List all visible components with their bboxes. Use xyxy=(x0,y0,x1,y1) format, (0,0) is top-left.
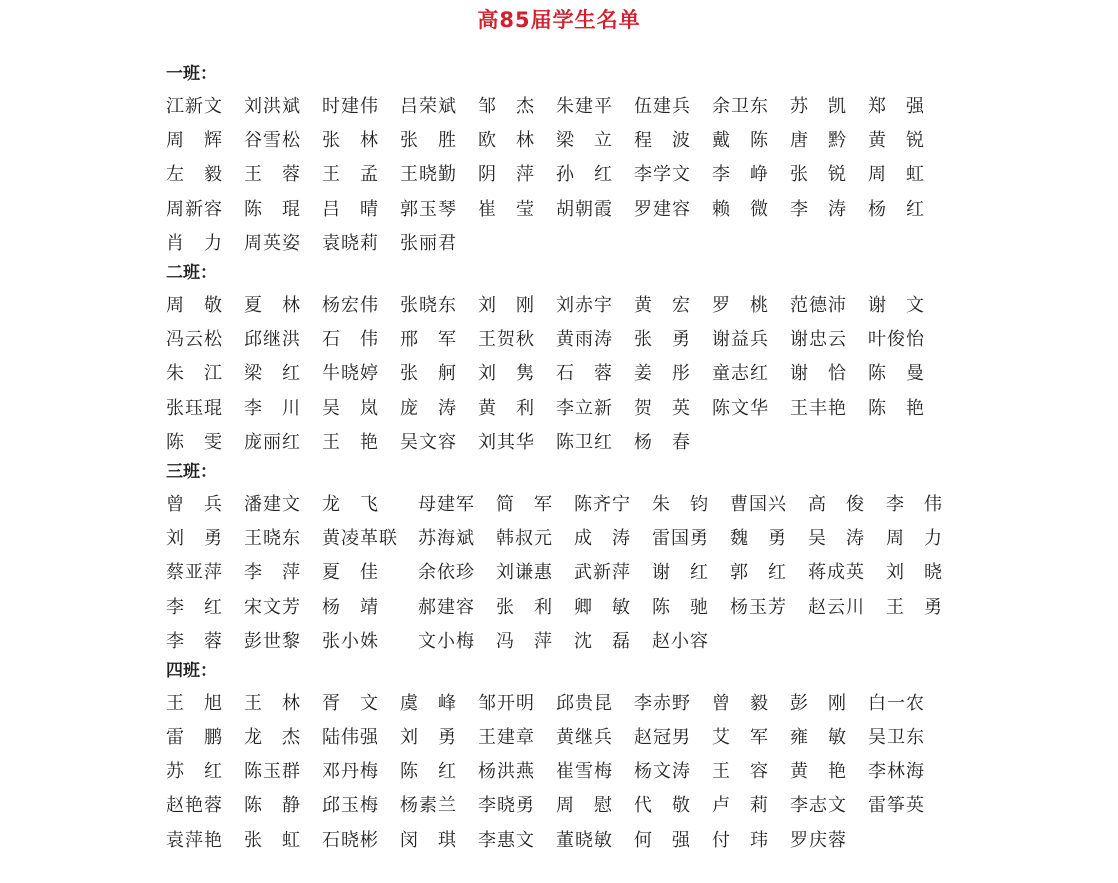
student-name: 吕 晴 xyxy=(322,198,379,220)
student-name: 张 利 xyxy=(496,596,553,618)
student-name: 胥 文 xyxy=(322,692,379,714)
student-name: 雍 敏 xyxy=(790,727,847,749)
student-name: 王 容 xyxy=(712,761,769,783)
class-3-section xyxy=(166,458,1066,657)
student-name: 张小姝 xyxy=(322,630,379,652)
student-name: 张 虹 xyxy=(244,829,301,851)
student-name: 吴 岚 xyxy=(322,397,379,419)
student-name: 余卫东 xyxy=(712,96,769,118)
student-name: 黄 宏 xyxy=(634,295,691,317)
student-name: 梁 红 xyxy=(244,363,301,385)
student-name: 王 旭 xyxy=(166,692,223,714)
student-name: 冯 萍 xyxy=(496,630,553,652)
student-name: 崔雪梅 xyxy=(556,761,613,783)
name-row xyxy=(166,719,1066,753)
student-name: 王 蓉 xyxy=(244,164,301,186)
name-row xyxy=(166,88,1066,122)
student-name: 唐 黔 xyxy=(790,130,847,152)
student-name: 赵冠男 xyxy=(634,727,691,749)
class-3-heading: 三班： xyxy=(166,461,217,482)
student-name: 吴卫东 xyxy=(868,727,925,749)
student-name: 程 波 xyxy=(634,130,691,152)
student-name: 苏 红 xyxy=(166,761,223,783)
student-name: 王建章 xyxy=(478,727,535,749)
student-name: 崔 莹 xyxy=(478,198,535,220)
student-name: 江新文 xyxy=(166,96,223,118)
student-name: 石晓彬 xyxy=(322,829,379,851)
student-name: 谢忠云 xyxy=(790,329,847,351)
name-row xyxy=(166,822,1066,856)
student-name: 郭玉琴 xyxy=(400,198,457,220)
student-name: 黄 锐 xyxy=(868,130,925,152)
student-name: 贺 英 xyxy=(634,397,691,419)
class-2-section xyxy=(166,259,1066,458)
student-name: 邢 军 xyxy=(400,329,457,351)
class-2-heading: 二班： xyxy=(166,262,217,283)
student-name: 杨玉芳 xyxy=(730,596,787,618)
student-name: 王 林 xyxy=(244,692,301,714)
student-name: 邓丹梅 xyxy=(322,761,379,783)
student-name: 付 玮 xyxy=(712,829,769,851)
student-name: 戴 陈 xyxy=(712,130,769,152)
student-name: 冯云松 xyxy=(166,329,223,351)
student-name: 胡朝霞 xyxy=(556,198,613,220)
name-row xyxy=(166,685,1066,719)
name-row xyxy=(166,753,1066,787)
student-name: 张 勇 xyxy=(634,329,691,351)
student-name: 谢 恰 xyxy=(790,363,847,385)
student-name: 周新容 xyxy=(166,198,223,220)
student-name: 赖 微 xyxy=(712,198,769,220)
student-name: 欧 林 xyxy=(478,130,535,152)
class-4-section xyxy=(166,657,1066,856)
student-name: 赵小容 xyxy=(652,630,709,652)
student-name: 张珏琨 xyxy=(166,397,223,419)
student-name: 彭世黎 xyxy=(244,630,301,652)
student-name: 彭 刚 xyxy=(790,692,847,714)
student-name: 李 伟 xyxy=(886,493,943,515)
name-row xyxy=(166,424,1066,458)
student-name: 王 勇 xyxy=(886,596,943,618)
student-name: 谢 红 xyxy=(652,562,709,584)
student-name: 赵云川 xyxy=(808,596,865,618)
student-name: 韩叔元 xyxy=(496,528,553,550)
name-row xyxy=(166,588,1066,622)
student-name: 虞 峰 xyxy=(400,692,457,714)
student-name: 卢 莉 xyxy=(712,795,769,817)
student-name: 梁 立 xyxy=(556,130,613,152)
student-name: 罗建容 xyxy=(634,198,691,220)
name-row xyxy=(166,156,1066,190)
student-name: 肖 力 xyxy=(166,232,223,254)
student-name: 阴 萍 xyxy=(478,164,535,186)
student-name: 孙 红 xyxy=(556,164,613,186)
student-name: 周 力 xyxy=(886,528,943,550)
student-name: 陈齐宁 xyxy=(574,493,631,515)
student-name: 邹开明 xyxy=(478,692,535,714)
student-name: 夏 林 xyxy=(244,295,301,317)
name-row xyxy=(166,554,1066,588)
student-name: 李晓勇 xyxy=(478,795,535,817)
student-name: 张丽君 xyxy=(400,232,457,254)
student-name: 曾 毅 xyxy=(712,692,769,714)
student-name: 陈 曼 xyxy=(868,363,925,385)
student-name: 陈玉群 xyxy=(244,761,301,783)
student-name: 李 萍 xyxy=(244,562,301,584)
student-name: 陈 雯 xyxy=(166,431,223,453)
student-name: 童志红 xyxy=(712,363,769,385)
student-name: 李 川 xyxy=(244,397,301,419)
student-name: 卿 敏 xyxy=(574,596,631,618)
student-name: 杨素兰 xyxy=(400,795,457,817)
student-name: 张 锐 xyxy=(790,164,847,186)
student-name: 郝建容 xyxy=(418,596,475,618)
student-name: 叶俊怡 xyxy=(868,329,925,351)
student-name: 黄 艳 xyxy=(790,761,847,783)
student-name: 张 舸 xyxy=(400,363,457,385)
student-name: 张 胜 xyxy=(400,130,457,152)
student-name: 代 敬 xyxy=(634,795,691,817)
student-name: 刘 勇 xyxy=(166,528,223,550)
student-name: 武新萍 xyxy=(574,562,631,584)
student-name: 李赤野 xyxy=(634,692,691,714)
student-name: 黄继兵 xyxy=(556,727,613,749)
student-name: 陈卫红 xyxy=(556,431,613,453)
student-name: 李立新 xyxy=(556,397,613,419)
student-name: 姜 彤 xyxy=(634,363,691,385)
student-name: 刘 隽 xyxy=(478,363,535,385)
student-name: 雷筝英 xyxy=(868,795,925,817)
student-name: 黄雨涛 xyxy=(556,329,613,351)
student-name: 沈 磊 xyxy=(574,630,631,652)
name-row xyxy=(166,623,1066,657)
student-name: 吴文容 xyxy=(400,431,457,453)
student-name: 王 艳 xyxy=(322,431,379,453)
student-name: 李 峥 xyxy=(712,164,769,186)
student-name: 罗庆蓉 xyxy=(790,829,847,851)
student-name: 赵艳蓉 xyxy=(166,795,223,817)
student-name: 李 红 xyxy=(166,596,223,618)
student-name: 时建伟 xyxy=(322,96,379,118)
student-name: 周 辉 xyxy=(166,130,223,152)
student-name: 郑 强 xyxy=(868,96,925,118)
student-name: 谢 文 xyxy=(868,295,925,317)
class-1-heading: 一班： xyxy=(166,64,217,84)
student-name: 伍建兵 xyxy=(634,96,691,118)
student-name: 余依珍 xyxy=(418,562,475,584)
student-name: 龙 飞 xyxy=(322,493,379,515)
student-name: 潘建文 xyxy=(244,493,301,515)
student-name: 王丰艳 xyxy=(790,397,847,419)
student-name: 黄凌革联 xyxy=(322,528,398,550)
student-name: 王贺秋 xyxy=(478,329,535,351)
student-name: 雷国勇 xyxy=(652,528,709,550)
student-name: 李林海 xyxy=(868,761,925,783)
student-name: 杨宏伟 xyxy=(322,295,379,317)
student-name: 左 毅 xyxy=(166,164,223,186)
name-row xyxy=(166,355,1066,389)
student-name: 刘赤宇 xyxy=(556,295,613,317)
name-row xyxy=(166,122,1066,156)
student-name: 张晓东 xyxy=(400,295,457,317)
student-name: 陈 驰 xyxy=(652,596,709,618)
class-4-heading: 四班： xyxy=(166,660,217,681)
student-name: 宋文芳 xyxy=(244,596,301,618)
student-name: 刘谦惠 xyxy=(496,562,553,584)
student-name: 谷雪松 xyxy=(244,130,301,152)
student-name: 庞 涛 xyxy=(400,397,457,419)
student-name: 朱 江 xyxy=(166,363,223,385)
student-name: 苏 凯 xyxy=(790,96,847,118)
student-name: 夏 佳 xyxy=(322,562,379,584)
student-name: 白一农 xyxy=(868,692,925,714)
student-name: 龙 杰 xyxy=(244,727,301,749)
student-name: 高 俊 xyxy=(808,493,865,515)
student-name: 苏海斌 xyxy=(418,528,475,550)
student-name: 石 蓉 xyxy=(556,363,613,385)
student-name: 刘 晓 xyxy=(886,562,943,584)
name-row xyxy=(166,191,1066,225)
student-name: 周 敬 xyxy=(166,295,223,317)
student-name: 郭 红 xyxy=(730,562,787,584)
student-name: 朱 钧 xyxy=(652,493,709,515)
name-row xyxy=(166,486,1066,520)
student-name: 陈文华 xyxy=(712,397,769,419)
student-name: 石 伟 xyxy=(322,329,379,351)
student-name: 邱贵昆 xyxy=(556,692,613,714)
student-name: 朱建平 xyxy=(556,96,613,118)
student-name: 王晓东 xyxy=(244,528,301,550)
student-name: 曹国兴 xyxy=(730,493,787,515)
student-name: 周 慰 xyxy=(556,795,613,817)
name-row xyxy=(166,787,1066,821)
student-name: 王 孟 xyxy=(322,164,379,186)
student-name: 杨洪燕 xyxy=(478,761,535,783)
student-name: 蒋成英 xyxy=(808,562,865,584)
student-name: 蔡亚萍 xyxy=(166,562,223,584)
page-title: 高85届学生名单 xyxy=(477,8,641,32)
student-name: 陈 静 xyxy=(244,795,301,817)
name-row xyxy=(166,287,1066,321)
student-name: 黄 利 xyxy=(478,397,535,419)
student-name: 刘洪斌 xyxy=(244,96,301,118)
student-name: 周英姿 xyxy=(244,232,301,254)
student-name: 庞丽红 xyxy=(244,431,301,453)
student-name: 雷 鹏 xyxy=(166,727,223,749)
student-name: 杨 靖 xyxy=(322,596,379,618)
student-name: 张 林 xyxy=(322,130,379,152)
student-name: 邹 杰 xyxy=(478,96,535,118)
student-name: 李志文 xyxy=(790,795,847,817)
student-name: 杨文涛 xyxy=(634,761,691,783)
student-name: 牛晓婷 xyxy=(322,363,379,385)
student-name: 吕荣斌 xyxy=(400,96,457,118)
student-name: 闵 琪 xyxy=(400,829,457,851)
student-name: 陈 红 xyxy=(400,761,457,783)
student-name: 陈 琨 xyxy=(244,198,301,220)
student-name: 袁萍艳 xyxy=(166,829,223,851)
student-name: 王晓勤 xyxy=(400,164,457,186)
student-name: 陆伟强 xyxy=(322,727,379,749)
student-name: 文小梅 xyxy=(418,630,475,652)
student-name: 谢益兵 xyxy=(712,329,769,351)
student-name: 刘 刚 xyxy=(478,295,535,317)
name-row xyxy=(166,390,1066,424)
student-name: 李学文 xyxy=(634,164,691,186)
student-name: 李 蓉 xyxy=(166,630,223,652)
student-name: 艾 军 xyxy=(712,727,769,749)
student-name: 罗 桃 xyxy=(712,295,769,317)
student-name: 李惠文 xyxy=(478,829,535,851)
student-name: 周 虹 xyxy=(868,164,925,186)
class-1-section xyxy=(166,60,1066,259)
student-name: 陈 艳 xyxy=(868,397,925,419)
student-name: 袁晓莉 xyxy=(322,232,379,254)
student-name: 曾 兵 xyxy=(166,493,223,515)
student-name: 董晓敏 xyxy=(556,829,613,851)
name-row xyxy=(166,520,1066,554)
student-name: 邱玉梅 xyxy=(322,795,379,817)
student-name: 母建军 xyxy=(418,493,475,515)
student-name: 杨 红 xyxy=(868,198,925,220)
student-name: 刘其华 xyxy=(478,431,535,453)
student-name: 成 涛 xyxy=(574,528,631,550)
student-name: 魏 勇 xyxy=(730,528,787,550)
student-name: 邱继洪 xyxy=(244,329,301,351)
student-name: 李 涛 xyxy=(790,198,847,220)
student-name: 范德沛 xyxy=(790,295,847,317)
name-row xyxy=(166,225,1066,259)
student-name: 刘 勇 xyxy=(400,727,457,749)
student-name: 何 强 xyxy=(634,829,691,851)
student-name: 吴 涛 xyxy=(808,528,865,550)
student-roster xyxy=(166,60,1066,856)
student-name: 杨 春 xyxy=(634,431,691,453)
student-name: 简 军 xyxy=(496,493,553,515)
name-row xyxy=(166,321,1066,355)
